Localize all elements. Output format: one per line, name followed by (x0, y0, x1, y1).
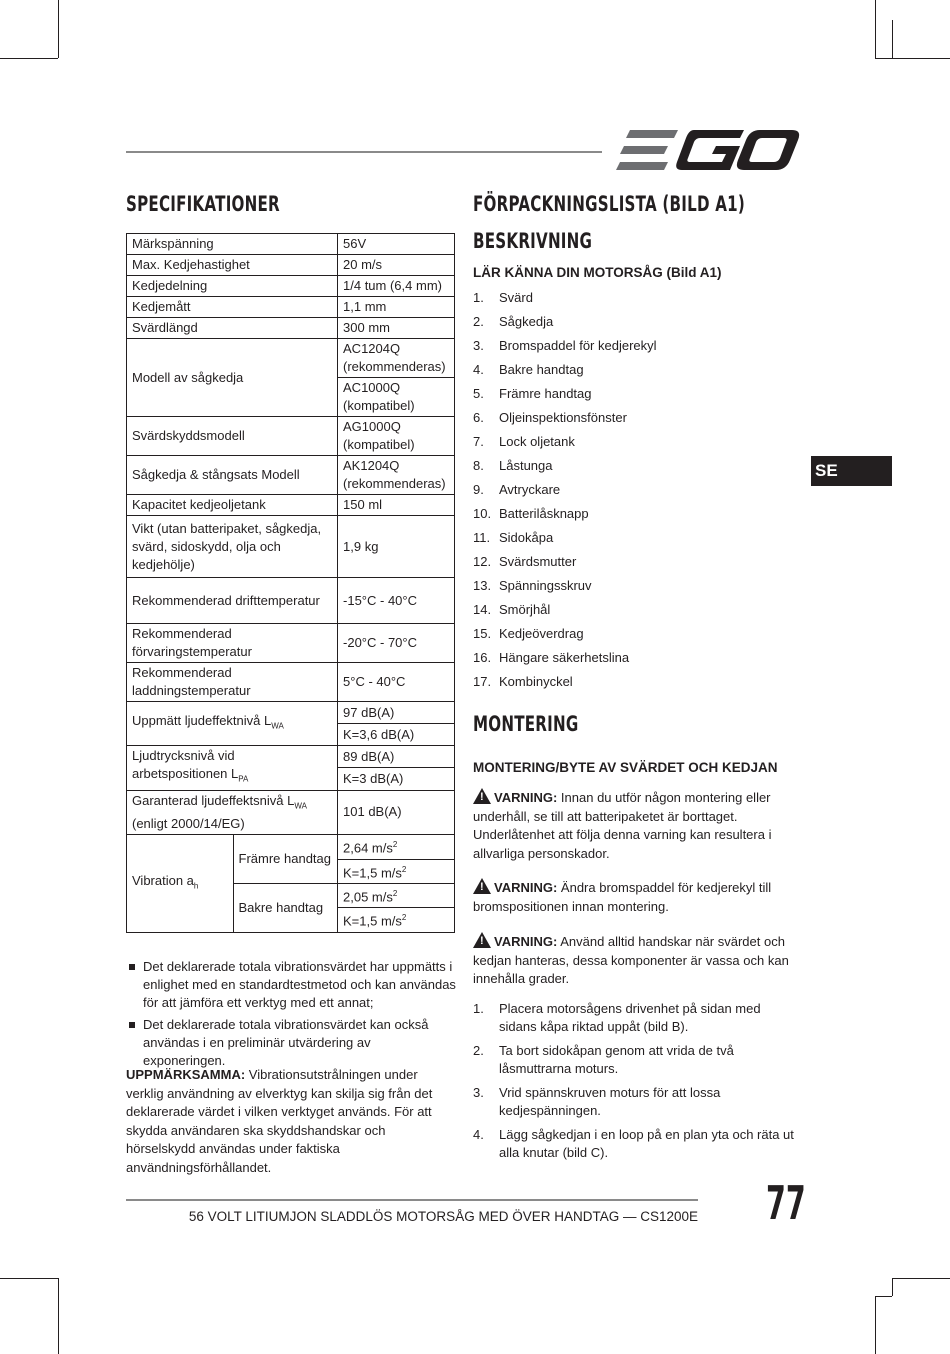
table-row: Vikt (utan batteripaket, sågkedja, svärd, sidoskydd, olja och kedjehölje) 1,9 kg (127, 516, 455, 578)
list-item: Det deklarerade totala vibrationsvärdet har uppmätts i enlighet med en standardtestmetod och kan användas för att jämföra ett verktyg med ett annat; (126, 958, 456, 1012)
list-item: 6. Oljeinspektionsfönster (473, 410, 627, 425)
table-row: Ljudtrycksnivå vid arbetspositionen $L_{PA}$ 89 dB(A) (127, 746, 455, 768)
table-row: K=3 dB(A) (127, 768, 455, 790)
ego-logo (616, 128, 800, 172)
list-item: Det deklarerade totala vibrationsvärdet kan också användas i en preliminär utvärdering av exponeringen. (126, 1016, 456, 1070)
table-row: Max. Kedjehastighet 20 m/s (127, 255, 455, 276)
footer-text: 56 VOLT LITIUMJON SLADDLÖS MOTORSÅG MED ÖVER HANDTAG — CS1200E (188, 1209, 698, 1224)
list-item: 16. Hängare säkerhetslina (473, 650, 630, 665)
table-row: Bakre handtag 2,05 $m/s^2$ (127, 883, 455, 907)
table-row: Vibration $a_h$ Främre handtag 2,64 $m/s^2$ (127, 835, 455, 859)
warning-icon (473, 878, 491, 894)
crop-mark (892, 20, 893, 58)
crop-mark (875, 1296, 892, 1297)
footer-rule (126, 1199, 698, 1201)
packing-heading: FÖRPACKNINGSLISTA (BILD A1) (473, 192, 746, 216)
list-item: 9. Avtryckare (473, 482, 561, 497)
crop-mark (58, 0, 59, 58)
table-row: Rekommenderad drifttemperatur -15°C - 40°C (127, 578, 455, 624)
list-item: 5. Främre handtag (473, 386, 592, 401)
attention-note: UPPMÄRKSAMMA: Vibrationsutstrålningen under verklig användning av elverktyg kan skilja sig från det deklarerade värdet i vilken verktyget används. För att skydda användaren ska skyddshandskar och hörselskydd användas under faktiska användningsförhållandet. (126, 1067, 433, 1175)
table-row: Kedjemått 1,1 mm (127, 297, 455, 318)
table-row: Rekommenderad laddningstemperatur 5°C - 40°C (127, 663, 455, 702)
warning-icon (473, 932, 491, 948)
language-tab: SE (811, 456, 892, 486)
table-row: Svärdlängd 300 mm (127, 318, 455, 339)
list-item: 1. Svärd (473, 290, 533, 305)
list-item: 15. Kedjeöverdrag (473, 626, 584, 641)
list-item: 14. Smörjhål (473, 602, 551, 617)
list-item: 12. Svärdsmutter (473, 554, 577, 569)
table-row: Garanterad ljudeffektsnivå $L_{WA}$ (enligt 2000/14/EG) 101 dB(A) (127, 790, 455, 835)
crop-mark (892, 1278, 893, 1296)
vibration-notes (126, 958, 456, 1074)
list-item: 11. Sidokåpa (473, 530, 554, 545)
crop-mark (875, 1296, 876, 1354)
table-row: Uppmätt ljudeffektnivå $L_{WA}$ 97 dB(A) (127, 702, 455, 724)
list-item: 2. Sågkedja (473, 314, 554, 329)
warning-note: !VARNING: Använd alltid handskar när svärdet och kedjan hanteras, dessa komponenter är vassa och kan innehålla grader. (473, 932, 798, 989)
list-item: 4. Lägg sågkedjan i en loop på en plan yta och räta ut alla knutar (bild C). (473, 1127, 794, 1160)
crop-mark (0, 58, 58, 59)
crop-mark (875, 0, 876, 58)
warning-note: !VARNING: Ändra bromspaddel för kedjerekyl till bromspositionen innan montering. (473, 878, 798, 916)
page-number: 77 (766, 1176, 806, 1230)
list-item: 3. Bromspaddel för kedjerekyl (473, 338, 657, 353)
table-row: Sågkedja & stångsats Modell AK1204Q (rekommenderas) (127, 456, 455, 495)
list-item: 7. Lock oljetank (473, 434, 575, 449)
table-row: Kedjedelning 1/4 tum (6,4 mm) (127, 276, 455, 297)
table-row: K=1,5 $m/s^2$ (127, 859, 455, 883)
steps-list (473, 1000, 798, 1168)
mounting-subheading: MONTERING/BYTE AV SVÄRDET OCH KEDJAN (473, 760, 778, 775)
list-item: 4. Bakre handtag (473, 362, 584, 377)
list-item: 10. Batterilåsknapp (473, 506, 589, 521)
header-rule (126, 151, 602, 153)
table-row: Modell av sågkedja AC1204Q (rekommenderas) (127, 339, 455, 378)
warning-note: !VARNING: Innan du utför någon montering eller underhåll, se till att batteripaketet är borttaget. Underlåtenhet att följa denna varning kan resultera i allvarliga personskador. (473, 788, 798, 863)
parts-list (473, 288, 657, 696)
crop-mark (58, 1278, 59, 1354)
crop-mark (0, 1278, 58, 1279)
table-row: Kapacitet kedjeoljetank 150 ml (127, 495, 455, 516)
list-item: 8. Låstunga (473, 458, 553, 473)
specs-heading: SPECIFIKATIONER (126, 192, 280, 216)
description-heading: BESKRIVNING (473, 229, 593, 253)
table-row: Svärdskyddsmodell AG1000Q (kompatibel) (127, 417, 455, 456)
table-row: Märkspänning 56V (127, 234, 455, 255)
crop-mark (892, 1278, 950, 1279)
spec-table (126, 233, 455, 933)
know-heading: LÄR KÄNNA DIN MOTORSÅG (Bild A1) (473, 265, 722, 280)
warning-icon (473, 788, 491, 804)
mounting-heading: MONTERING (473, 712, 579, 736)
list-item: 3. Vrid spännskruven moturs för att lossa kedjespänningen. (473, 1085, 721, 1118)
table-row: Rekommenderad förvaringstemperatur -20°C - 70°C (127, 624, 455, 663)
crop-mark (875, 58, 950, 59)
list-item: 1. Placera motorsågens drivenhet på sidan med sidans kåpa riktad uppåt (bild B). (473, 1001, 761, 1034)
table-row: K=3,6 dB(A) (127, 724, 455, 746)
table-row: K=1,5 $m/s^2$ (127, 908, 455, 932)
table-row: AC1000Q (kompatibel) (127, 378, 455, 417)
list-item: 13. Spänningsskruv (473, 578, 592, 593)
list-item: 2. Ta bort sidokåpan genom att vrida de två låsmuttrarna moturs. (473, 1043, 734, 1076)
list-item: 17. Kombinyckel (473, 674, 573, 689)
